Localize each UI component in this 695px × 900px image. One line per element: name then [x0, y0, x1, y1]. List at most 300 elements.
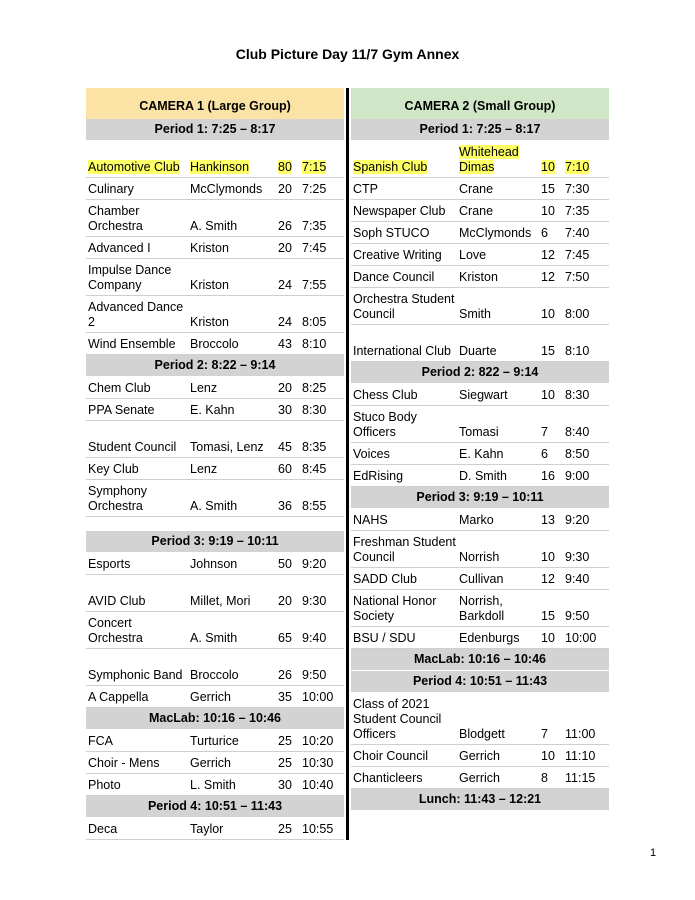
- period-header: Period 3: 9:19 – 10:11: [351, 487, 609, 509]
- photo-time: 7:50: [565, 270, 590, 284]
- advisor-name-cell: [190, 756, 278, 771]
- student-count-cell: [541, 447, 565, 462]
- photo-time: 7:55: [302, 278, 327, 292]
- schedule-row: [351, 288, 609, 325]
- photo-time: 7:35: [302, 219, 327, 233]
- club-name: Chess Club: [353, 388, 418, 402]
- student-count: 50: [278, 557, 292, 571]
- period-header: Lunch: 11:43 – 12:21: [351, 789, 609, 811]
- schedule-row: [86, 480, 344, 517]
- schedule-row: [351, 244, 609, 266]
- club-name-cell: [351, 749, 459, 764]
- club-name: Photo: [88, 778, 121, 792]
- club-name-cell: [86, 204, 190, 234]
- student-count: 13: [541, 513, 555, 527]
- photo-time-cell: [565, 344, 609, 359]
- club-name-cell: [351, 447, 459, 462]
- photo-time-cell: [302, 631, 344, 646]
- photo-time-cell: [302, 462, 344, 477]
- advisor-name: McClymonds: [190, 182, 263, 196]
- photo-time-cell: [302, 778, 344, 793]
- student-count-cell: [541, 513, 565, 528]
- student-count-cell: [541, 572, 565, 587]
- schedule-row: [86, 649, 344, 686]
- student-count-cell: [278, 594, 302, 609]
- club-name: Choir Council: [353, 749, 429, 763]
- period-header: Period 4: 10:51 – 11:43: [86, 796, 344, 818]
- photo-time: 7:45: [565, 248, 590, 262]
- photo-time-cell: [302, 403, 344, 418]
- schedule-row: [86, 686, 344, 708]
- student-count-cell: [541, 425, 565, 440]
- student-count-cell: [278, 822, 302, 837]
- student-count-cell: [278, 241, 302, 256]
- club-name: Class of 2021 Student Council Officers: [353, 697, 442, 741]
- schedule-row: [351, 590, 609, 627]
- club-name: Deca: [88, 822, 118, 836]
- student-count-cell: [541, 749, 565, 764]
- student-count-cell: [541, 609, 565, 624]
- advisor-name: Whitehead Dimas: [459, 145, 519, 174]
- advisor-name: Gerrich: [459, 771, 500, 785]
- advisor-name: Tomasi, Lenz: [190, 440, 264, 454]
- advisor-name-cell: [190, 462, 278, 477]
- club-name: Symphonic Band: [88, 668, 183, 682]
- advisor-name: McClymonds: [459, 226, 532, 240]
- student-count-cell: [278, 668, 302, 683]
- student-count-cell: [541, 771, 565, 786]
- student-count: 15: [541, 344, 555, 358]
- photo-time: 8:55: [302, 499, 327, 513]
- student-count-cell: [541, 248, 565, 263]
- club-name-cell: [351, 410, 459, 440]
- column-divider: [346, 88, 349, 840]
- club-name: National Honor Society: [353, 594, 437, 623]
- photo-time: 8:00: [565, 307, 590, 321]
- photo-time: 8:50: [565, 447, 590, 461]
- photo-time-cell: [302, 668, 344, 683]
- student-count-cell: [278, 278, 302, 293]
- club-name-cell: [351, 535, 459, 565]
- advisor-name: Johnson: [190, 557, 238, 571]
- schedule-row: [86, 575, 344, 612]
- period-header: MacLab: 10:16 – 10:46: [351, 649, 609, 671]
- schedule-row: [351, 568, 609, 590]
- photo-time-cell: [565, 609, 609, 624]
- club-name-cell: [86, 822, 190, 837]
- schedule-row: [86, 553, 344, 575]
- club-name-cell: [86, 756, 190, 771]
- schedule-row: [351, 222, 609, 244]
- advisor-name-cell: [190, 734, 278, 749]
- club-name: FCA: [88, 734, 113, 748]
- photo-time: 7:45: [302, 241, 327, 255]
- student-count: 10: [541, 631, 555, 645]
- advisor-name-cell: [190, 631, 278, 646]
- photo-time-cell: [565, 749, 609, 764]
- schedule-row: [351, 141, 609, 178]
- photo-time-cell: [302, 734, 344, 749]
- advisor-name-cell: [190, 594, 278, 609]
- club-name: Culinary: [88, 182, 134, 196]
- student-count-cell: [278, 756, 302, 771]
- advisor-name-cell: [459, 182, 541, 197]
- student-count: 65: [278, 631, 292, 645]
- schedule-row: [86, 237, 344, 259]
- photo-time-cell: [565, 447, 609, 462]
- club-name-cell: [351, 697, 459, 742]
- student-count: 10: [541, 388, 555, 402]
- advisor-name-cell: [190, 690, 278, 705]
- schedule-row: [86, 399, 344, 421]
- camera2-heading: CAMERA 2 (Small Group): [351, 88, 609, 119]
- photo-time-cell: [565, 226, 609, 241]
- student-count-cell: [541, 182, 565, 197]
- advisor-name: Norrish: [459, 550, 500, 564]
- photo-time: 8:25: [302, 381, 327, 395]
- advisor-name: Kriston: [190, 241, 229, 255]
- student-count: 60: [278, 462, 292, 476]
- advisor-name: Smith: [459, 307, 491, 321]
- club-name: PPA Senate: [88, 403, 155, 417]
- photo-time-cell: [565, 469, 609, 484]
- photo-time-cell: [565, 550, 609, 565]
- club-name: Spanish Club: [353, 160, 428, 174]
- photo-time: 7:25: [302, 182, 327, 196]
- photo-time-cell: [565, 631, 609, 646]
- advisor-name: Hankinson: [190, 160, 250, 174]
- student-count-cell: [278, 734, 302, 749]
- schedule-row: [351, 406, 609, 443]
- student-count: 10: [541, 204, 555, 218]
- schedule-row: [351, 509, 609, 531]
- photo-time: 7:35: [565, 204, 590, 218]
- student-count: 12: [541, 270, 555, 284]
- club-name: Chamber Orchestra: [88, 204, 143, 233]
- schedule-row: [86, 296, 344, 333]
- photo-time: 8:10: [565, 344, 590, 358]
- photo-time: 8:40: [565, 425, 590, 439]
- advisor-name-cell: [459, 307, 541, 322]
- photo-time-cell: [302, 690, 344, 705]
- schedule-row: [351, 384, 609, 406]
- photo-time-cell: [302, 756, 344, 771]
- student-count: 7: [541, 727, 548, 741]
- club-name-cell: [351, 182, 459, 197]
- student-count-cell: [278, 160, 302, 175]
- schedule-row: [86, 377, 344, 399]
- club-name: Chem Club: [88, 381, 151, 395]
- spacer: [86, 517, 344, 531]
- photo-time-cell: [302, 315, 344, 330]
- student-count: 30: [278, 403, 292, 417]
- photo-time: 7:15: [302, 160, 327, 174]
- period-header: Period 4: 10:51 – 11:43: [351, 671, 609, 693]
- student-count: 12: [541, 572, 555, 586]
- photo-time-cell: [302, 160, 344, 175]
- advisor-name: Turturice: [190, 734, 239, 748]
- advisor-name: Marko: [459, 513, 494, 527]
- student-count-cell: [541, 631, 565, 646]
- advisor-name-cell: [190, 315, 278, 330]
- club-name-cell: [86, 241, 190, 256]
- photo-time: 11:10: [565, 749, 596, 763]
- student-count-cell: [278, 182, 302, 197]
- advisor-name-cell: [459, 513, 541, 528]
- advisor-name: Broccolo: [190, 337, 239, 351]
- photo-time-cell: [302, 182, 344, 197]
- photo-time: 8:30: [302, 403, 327, 417]
- advisor-name: Gerrich: [190, 690, 231, 704]
- photo-time: 7:30: [565, 182, 590, 196]
- schedule-row: [351, 531, 609, 568]
- student-count-cell: [278, 778, 302, 793]
- club-name: Esports: [88, 557, 131, 571]
- photo-time: 8:10: [302, 337, 327, 351]
- club-name: A Cappella: [88, 690, 149, 704]
- club-name: Automotive Club: [88, 160, 180, 174]
- advisor-name: Millet, Mori: [190, 594, 251, 608]
- advisor-name-cell: [190, 219, 278, 234]
- photo-time: 9:30: [302, 594, 327, 608]
- club-name: Chanticleers: [353, 771, 423, 785]
- advisor-name: Broccolo: [190, 668, 239, 682]
- student-count: 20: [278, 381, 292, 395]
- advisor-name-cell: [459, 631, 541, 646]
- club-name-cell: [86, 381, 190, 396]
- photo-time-cell: [565, 307, 609, 322]
- advisor-name: Love: [459, 248, 487, 262]
- advisor-name: L. Smith: [190, 778, 236, 792]
- club-name: Orchestra Student Council: [353, 292, 455, 321]
- club-name-cell: [351, 572, 459, 587]
- student-count: 30: [278, 778, 292, 792]
- photo-time: 7:10: [565, 160, 590, 174]
- club-name: Dance Council: [353, 270, 435, 284]
- schedule-row: [86, 458, 344, 480]
- club-name-cell: [351, 204, 459, 219]
- photo-time: 10:55: [302, 822, 334, 836]
- schedule-row: [351, 693, 609, 745]
- advisor-name: Duarte: [459, 344, 497, 358]
- advisor-name-cell: [459, 226, 541, 241]
- period-header: Period 1: 7:25 – 8:17: [86, 119, 344, 141]
- student-count-cell: [541, 226, 565, 241]
- student-count-cell: [278, 381, 302, 396]
- schedule-row: [86, 200, 344, 237]
- student-count-cell: [541, 727, 565, 742]
- period-header: Period 2: 822 – 9:14: [351, 362, 609, 384]
- student-count: 25: [278, 822, 292, 836]
- student-count-cell: [278, 337, 302, 352]
- club-name-cell: [86, 734, 190, 749]
- photo-time: 10:00: [302, 690, 334, 704]
- advisor-name-cell: [459, 447, 541, 462]
- club-name: SADD Club: [353, 572, 417, 586]
- photo-time-cell: [565, 513, 609, 528]
- photo-time-cell: [565, 572, 609, 587]
- student-count-cell: [541, 469, 565, 484]
- student-count: 20: [278, 182, 292, 196]
- advisor-name-cell: [190, 668, 278, 683]
- club-name-cell: [351, 594, 459, 624]
- photo-time: 8:35: [302, 440, 327, 454]
- photo-time-cell: [302, 499, 344, 514]
- student-count-cell: [278, 557, 302, 572]
- club-name: BSU / SDU: [353, 631, 416, 645]
- advisor-name-cell: [190, 381, 278, 396]
- photo-time-cell: [302, 381, 344, 396]
- photo-time-cell: [302, 337, 344, 352]
- student-count: 6: [541, 226, 548, 240]
- student-count-cell: [541, 344, 565, 359]
- period-header: Period 2: 8:22 – 9:14: [86, 355, 344, 377]
- advisor-name: D. Smith: [459, 469, 507, 483]
- photo-time: 10:40: [302, 778, 334, 792]
- photo-time: 9:20: [565, 513, 590, 527]
- club-name: Creative Writing: [353, 248, 442, 262]
- club-name: Symphony Orchestra: [88, 484, 148, 513]
- club-name: CTP: [353, 182, 378, 196]
- club-name: Choir - Mens: [88, 756, 160, 770]
- advisor-name-cell: [190, 499, 278, 514]
- photo-time: 10:30: [302, 756, 334, 770]
- student-count: 8: [541, 771, 548, 785]
- advisor-name: Gerrich: [190, 756, 231, 770]
- photo-time-cell: [565, 771, 609, 786]
- advisor-name-cell: [190, 557, 278, 572]
- student-count-cell: [278, 403, 302, 418]
- club-name-cell: [86, 440, 190, 455]
- club-name: Student Council: [88, 440, 177, 454]
- photo-time: 9:40: [565, 572, 590, 586]
- schedule-row: [86, 178, 344, 200]
- photo-time-cell: [565, 270, 609, 285]
- student-count-cell: [541, 270, 565, 285]
- club-name-cell: [351, 270, 459, 285]
- advisor-name: Gerrich: [459, 749, 500, 763]
- advisor-name: E. Kahn: [459, 447, 504, 461]
- advisor-name-cell: [459, 469, 541, 484]
- club-name: Key Club: [88, 462, 139, 476]
- photo-time: 8:45: [302, 462, 327, 476]
- club-name-cell: [86, 616, 190, 646]
- page-number: 1: [650, 847, 657, 859]
- schedule-row: [86, 612, 344, 649]
- page-title: Club Picture Day 11/7 Gym Annex: [235, 46, 460, 62]
- club-name: Advanced Dance 2: [88, 300, 184, 329]
- club-name-cell: [86, 160, 190, 175]
- student-count: 80: [278, 160, 292, 174]
- advisor-name-cell: [459, 749, 541, 764]
- advisor-name: E. Kahn: [190, 403, 235, 417]
- student-count-cell: [278, 631, 302, 646]
- club-name: Concert Orchestra: [88, 616, 143, 645]
- advisor-name: Lenz: [190, 381, 218, 395]
- schedule-row: [351, 627, 609, 649]
- camera1-schedule: [86, 119, 344, 840]
- student-count-cell: [541, 388, 565, 403]
- photo-time-cell: [565, 388, 609, 403]
- advisor-name-cell: [459, 388, 541, 403]
- club-name: Advanced I: [88, 241, 151, 255]
- club-name: International Club: [353, 344, 451, 358]
- photo-time-cell: [565, 204, 609, 219]
- schedule-row: [86, 730, 344, 752]
- advisor-name-cell: [190, 822, 278, 837]
- club-name: Freshman Student Council: [353, 535, 456, 564]
- advisor-name-cell: [459, 771, 541, 786]
- schedule-row: [351, 767, 609, 789]
- student-count: 20: [278, 594, 292, 608]
- advisor-name: Kriston: [459, 270, 498, 284]
- camera2-schedule: [351, 119, 609, 811]
- student-count-cell: [278, 219, 302, 234]
- photo-time: 7:40: [565, 226, 590, 240]
- advisor-name: Crane: [459, 182, 494, 196]
- photo-time: 8:30: [565, 388, 590, 402]
- student-count: 45: [278, 440, 292, 454]
- advisor-name: A. Smith: [190, 499, 238, 513]
- advisor-name: Tomasi: [459, 425, 499, 439]
- student-count: 10: [541, 160, 555, 174]
- club-name-cell: [86, 594, 190, 609]
- club-name: Soph STUCO: [353, 226, 430, 240]
- advisor-name: Kriston: [190, 315, 229, 329]
- student-count-cell: [278, 462, 302, 477]
- schedule-row: [86, 774, 344, 796]
- club-name-cell: [86, 557, 190, 572]
- advisor-name: Taylor: [190, 822, 224, 836]
- photo-time-cell: [565, 425, 609, 440]
- photo-time-cell: [565, 160, 609, 175]
- advisor-name-cell: [459, 594, 541, 624]
- schedule-row: [86, 333, 344, 355]
- student-count: 10: [541, 550, 555, 564]
- club-name: Impulse Dance Company: [88, 263, 172, 292]
- photo-time-cell: [302, 241, 344, 256]
- student-count: 35: [278, 690, 292, 704]
- student-count-cell: [278, 499, 302, 514]
- advisor-name: A. Smith: [190, 631, 238, 645]
- schedule-row: [86, 421, 344, 458]
- student-count: 16: [541, 469, 555, 483]
- period-header: Period 1: 7:25 – 8:17: [351, 119, 609, 141]
- student-count-cell: [278, 315, 302, 330]
- photo-time-cell: [302, 594, 344, 609]
- advisor-name-cell: [459, 248, 541, 263]
- student-count: 36: [278, 499, 292, 513]
- club-name: EdRising: [353, 469, 404, 483]
- student-count: 25: [278, 734, 292, 748]
- schedule-row: [351, 465, 609, 487]
- club-name: Wind Ensemble: [88, 337, 176, 351]
- schedule-row: [86, 141, 344, 178]
- club-name-cell: [351, 469, 459, 484]
- student-count-cell: [541, 550, 565, 565]
- club-name-cell: [86, 778, 190, 793]
- photo-time: 8:05: [302, 315, 327, 329]
- advisor-name: Cullivan: [459, 572, 504, 586]
- club-name-cell: [351, 248, 459, 263]
- club-name-cell: [86, 337, 190, 352]
- club-name-cell: [86, 263, 190, 293]
- photo-time: 9:30: [565, 550, 590, 564]
- photo-time-cell: [565, 248, 609, 263]
- club-name: NAHS: [353, 513, 388, 527]
- advisor-name-cell: [190, 440, 278, 455]
- club-name-cell: [86, 484, 190, 514]
